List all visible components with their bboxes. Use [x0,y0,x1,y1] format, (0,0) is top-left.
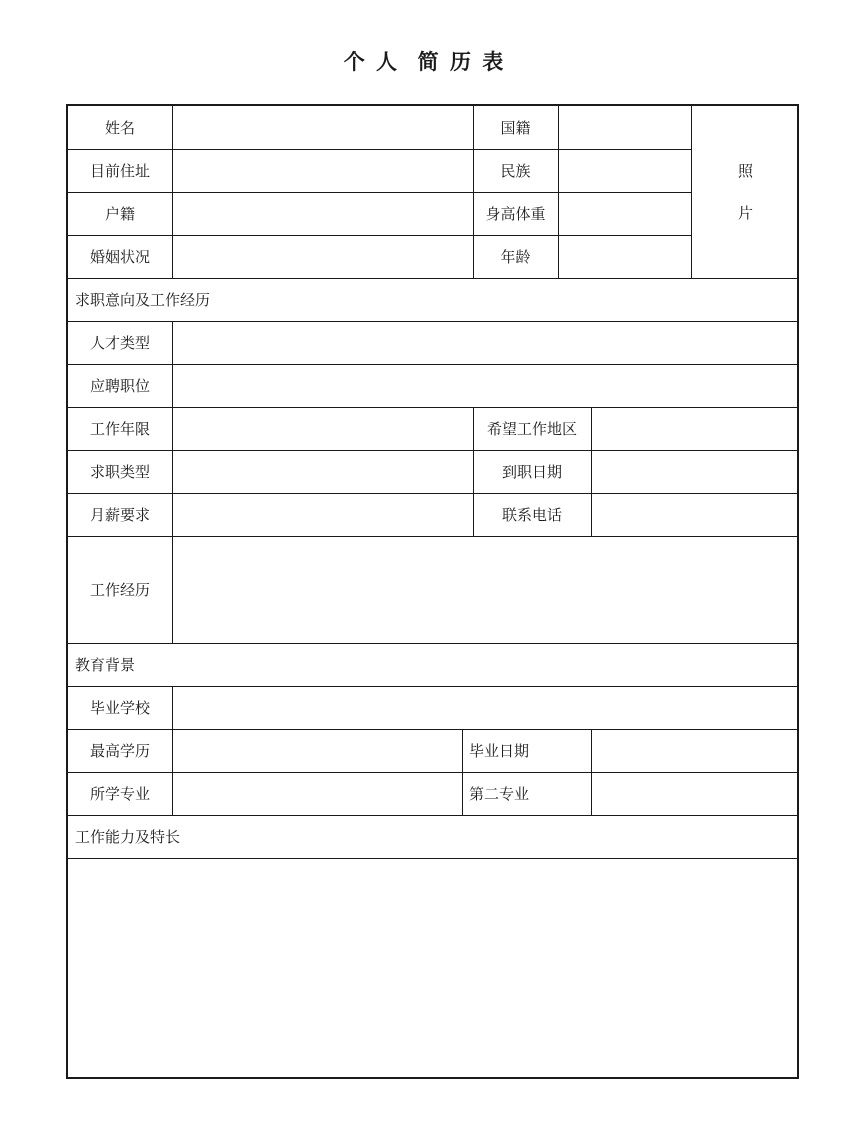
position-field[interactable] [173,364,799,407]
desired-area-label: 希望工作地区 [486,420,577,438]
major-label: 所学专业 [89,785,150,803]
skills-field[interactable] [68,859,799,1077]
second-major-field[interactable] [592,772,799,815]
marital-field[interactable] [173,235,473,278]
section-title-skills: 工作能力及特长 [75,828,181,846]
degree-label: 最高学历 [89,742,150,760]
section-title-education: 教育背景 [75,656,136,674]
salary-field[interactable] [173,493,473,536]
page-title: 个 人 简 历 表 [343,50,506,74]
talent-type-field[interactable] [173,321,799,364]
photo-label-line2: 片 [737,204,753,222]
hukou-field[interactable] [173,192,473,235]
salary-label: 月薪要求 [89,506,150,524]
school-field[interactable] [173,686,799,729]
address-field[interactable] [173,149,473,192]
school-label: 毕业学校 [89,699,150,717]
second-major-label: 第二专业 [469,785,530,803]
years-label: 工作年限 [89,420,150,438]
marital-label: 婚姻状况 [89,248,150,266]
photo-label-line1: 照 [737,162,753,180]
major-field[interactable] [173,772,462,815]
experience-field[interactable] [173,536,799,643]
talent-type-label: 人才类型 [89,334,150,352]
height-weight-label: 身高体重 [485,205,546,223]
start-date-field[interactable] [592,450,799,493]
nationality-field[interactable] [559,106,691,149]
experience-label: 工作经历 [89,581,150,599]
name-field[interactable] [173,106,473,149]
height-weight-field[interactable] [559,192,691,235]
hukou-label: 户籍 [104,205,135,223]
section-title-job: 求职意向及工作经历 [75,291,211,309]
name-label: 姓名 [104,119,135,137]
degree-field[interactable] [173,729,462,772]
address-label: 目前住址 [89,162,150,180]
years-field[interactable] [173,407,473,450]
desired-area-field[interactable] [592,407,799,450]
phone-label: 联系电话 [501,506,562,524]
nationality-label: 国籍 [500,119,531,137]
resume-form [66,104,799,1079]
age-field[interactable] [559,235,691,278]
ethnicity-field[interactable] [559,149,691,192]
job-type-label: 求职类型 [89,463,150,481]
position-label: 应聘职位 [89,377,150,395]
grad-date-field[interactable] [592,729,799,772]
age-label: 年龄 [500,248,531,266]
ethnicity-label: 民族 [500,162,531,180]
start-date-label: 到职日期 [501,463,562,481]
grad-date-label: 毕业日期 [469,742,530,760]
phone-field[interactable] [592,493,799,536]
job-type-field[interactable] [173,450,473,493]
photo-box[interactable] [692,106,799,278]
